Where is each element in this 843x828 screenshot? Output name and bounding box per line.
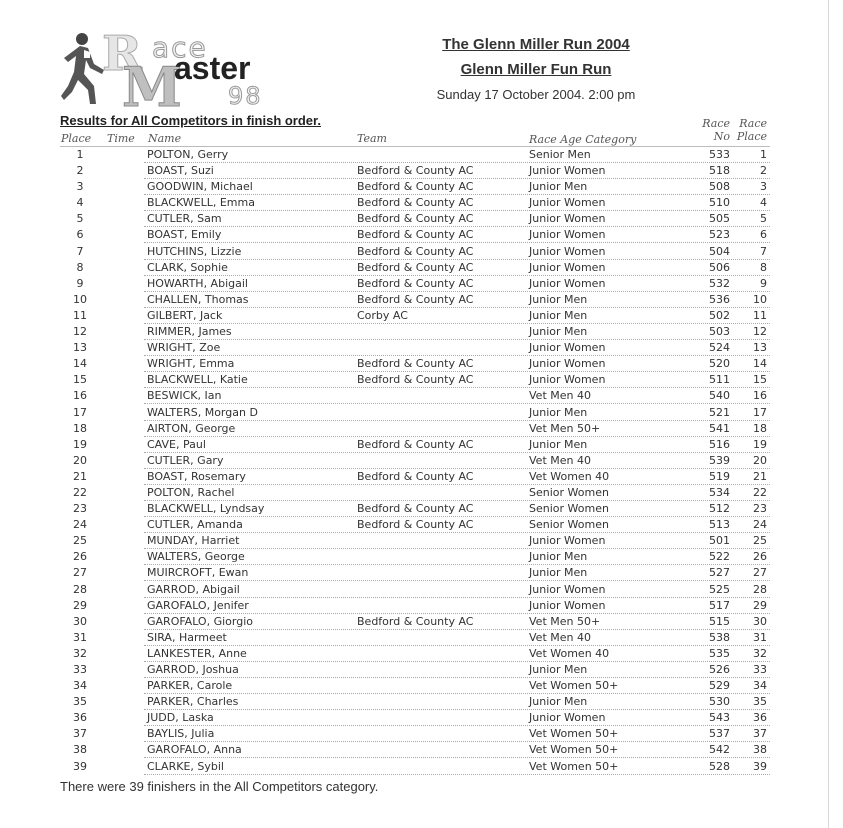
race-no-cell: 505 [709, 212, 730, 226]
race-no-cell: 518 [709, 164, 730, 178]
place-cell: 12 [73, 325, 87, 339]
category-cell: Senior Women [529, 502, 609, 516]
place-cell: 11 [73, 308, 87, 322]
race-no-cell: 517 [709, 598, 730, 612]
team-cell: Bedford & County AC [357, 292, 474, 306]
category-cell: Junior Women [529, 582, 606, 596]
name-cell: RIMMER, James [147, 325, 232, 339]
place-cell: 15 [73, 373, 87, 387]
category-cell: Senior Women [529, 518, 609, 532]
place-cell: 18 [73, 421, 87, 435]
team-cell: Bedford & County AC [357, 196, 474, 210]
place-cell: 20 [73, 453, 87, 467]
team-cell: Bedford & County AC [357, 614, 474, 628]
category-cell: Vet Women 50+ [529, 679, 619, 693]
race-place-cell: 24 [753, 518, 767, 532]
race-place-cell: 23 [753, 502, 767, 516]
category-cell: Vet Men 40 [529, 389, 591, 403]
name-cell: CHALLEN, Thomas [147, 292, 249, 306]
category-cell: Junior Men [529, 308, 588, 322]
race-place-cell: 2 [760, 164, 767, 178]
race-no-cell: 503 [709, 325, 730, 339]
race-place-cell: 4 [760, 196, 767, 210]
table-row [0, 742, 843, 758]
category-cell: Vet Men 40 [529, 630, 591, 644]
race-no-line2: No [713, 130, 730, 143]
table-row [0, 324, 843, 340]
table-row [0, 227, 843, 243]
place-cell: 31 [73, 630, 87, 644]
category-cell: Junior Women [529, 196, 606, 210]
column-header-race-no [690, 117, 730, 143]
table-row [0, 565, 843, 581]
logo-word-aster: aster [174, 50, 251, 86]
name-cell: GILBERT, Jack [147, 308, 223, 322]
column-header-name: Name [148, 132, 182, 145]
table-row [0, 517, 843, 533]
race-no-cell: 530 [709, 695, 730, 709]
category-cell: Junior Men [529, 663, 588, 676]
category-cell: Junior Women [529, 341, 606, 355]
place-cell: 39 [73, 759, 87, 773]
place-cell: 16 [73, 389, 87, 403]
race-no-cell: 506 [709, 260, 730, 274]
race-place-cell: 36 [753, 711, 767, 725]
race-place-cell: 14 [753, 357, 767, 371]
race-place-cell: 17 [753, 405, 767, 419]
name-cell: HOWARTH, Abigail [147, 276, 248, 290]
team-cell: Bedford & County AC [357, 437, 474, 451]
name-cell: BOAST, Rosemary [147, 469, 246, 483]
place-cell: 28 [73, 582, 87, 596]
results-table [0, 147, 843, 775]
name-cell: CLARKE, Sybil [147, 759, 224, 773]
race-place-cell: 1 [760, 148, 767, 161]
logo-word-ace: ace [152, 31, 208, 64]
name-cell: BLACKWELL, Katie [147, 373, 248, 387]
place-cell: 14 [73, 357, 87, 371]
table-row [0, 437, 843, 453]
race-no-cell: 515 [709, 614, 730, 628]
race-place-cell: 30 [753, 614, 767, 628]
place-cell: 5 [76, 212, 84, 226]
race-place-cell: 31 [753, 630, 767, 644]
team-cell: Bedford & County AC [357, 276, 474, 290]
race-no-line1: Race [702, 117, 730, 130]
race-place-line2: Place [736, 130, 767, 143]
name-cell: WRIGHT, Zoe [147, 341, 221, 355]
name-cell: CUTLER, Amanda [147, 518, 243, 532]
category-cell: Junior Women [529, 598, 606, 612]
race-place-cell: 18 [753, 421, 767, 435]
category-cell: Vet Women 40 [529, 469, 610, 483]
category-cell: Junior Women [529, 357, 606, 371]
place-cell: 27 [73, 566, 87, 580]
race-place-cell: 25 [753, 534, 767, 548]
table-row [0, 469, 843, 485]
race-no-cell: 519 [709, 469, 730, 483]
race-no-cell: 512 [709, 502, 730, 516]
race-place-cell: 29 [753, 598, 767, 612]
name-cell: WALTERS, Morgan D [147, 405, 258, 419]
team-cell: Bedford & County AC [357, 518, 474, 532]
place-cell: 3 [76, 180, 84, 194]
place-cell: 26 [73, 550, 87, 564]
name-cell: BOAST, Emily [147, 228, 222, 242]
race-place-cell: 5 [760, 212, 767, 226]
race-place-cell: 12 [753, 325, 767, 339]
name-cell: BAYLIS, Julia [147, 727, 215, 741]
race-place-cell: 35 [753, 695, 767, 709]
place-cell: 29 [73, 598, 87, 612]
table-row [0, 405, 843, 421]
race-no-cell: 502 [709, 308, 730, 322]
race-no-cell: 527 [709, 566, 730, 580]
place-cell: 7 [76, 244, 84, 258]
race-no-cell: 541 [709, 421, 730, 435]
category-cell: Vet Women 40 [529, 646, 610, 660]
race-place-cell: 37 [753, 727, 767, 741]
category-cell: Junior Women [529, 534, 606, 548]
race-no-cell: 508 [709, 180, 730, 194]
place-cell: 34 [73, 679, 87, 693]
place-cell: 4 [76, 196, 84, 210]
name-cell: LANKESTER, Anne [147, 646, 247, 660]
race-no-cell: 540 [709, 389, 730, 403]
team-cell: Bedford & County AC [357, 164, 474, 178]
place-cell: 35 [73, 695, 87, 709]
name-cell: BOAST, Suzi [147, 164, 214, 178]
race-place-cell: 10 [753, 292, 767, 306]
race-no-cell: 539 [709, 453, 730, 467]
team-cell: Bedford & County AC [357, 180, 474, 194]
race-place-cell: 19 [753, 437, 767, 451]
table-row [0, 678, 843, 694]
table-row [0, 726, 843, 742]
table-row [0, 211, 843, 227]
name-cell: BLACKWELL, Lyndsay [147, 502, 265, 516]
category-cell: Junior Men [529, 437, 588, 451]
race-place-cell: 34 [753, 679, 767, 693]
race-no-cell: 532 [709, 276, 730, 290]
table-row [0, 372, 843, 388]
name-cell: BLACKWELL, Emma [147, 196, 255, 210]
name-cell: MUNDAY, Harriet [147, 534, 240, 548]
race-no-cell: 534 [709, 485, 730, 499]
category-cell: Junior Men [529, 292, 588, 306]
table-row [0, 694, 843, 710]
table-row [0, 292, 843, 308]
table-row [0, 421, 843, 437]
race-place-cell: 7 [760, 244, 767, 258]
category-cell: Junior Men [529, 695, 588, 709]
category-cell: Junior Women [529, 276, 606, 290]
event-datetime: Sunday 17 October 2004. 2:00 pm [436, 87, 636, 102]
finishers-summary: There were 39 finishers in the All Competitors category. [60, 779, 379, 794]
category-cell: Vet Women 50+ [529, 759, 619, 773]
place-cell: 13 [73, 341, 87, 355]
results-heading: Results for All Competitors in finish order. [60, 113, 321, 128]
event-title: The Glenn Miller Run 2004 [442, 36, 630, 53]
race-no-cell: 543 [709, 711, 730, 725]
logo-letter-r: R [102, 26, 142, 82]
name-cell: CUTLER, Gary [147, 453, 224, 467]
race-no-cell: 538 [709, 630, 730, 644]
team-cell: Bedford & County AC [357, 228, 474, 242]
race-no-cell: 535 [709, 646, 730, 660]
place-cell: 2 [76, 164, 84, 178]
name-cell: POLTON, Gerry [147, 148, 229, 161]
name-cell: WRIGHT, Emma [147, 357, 235, 371]
table-row [0, 163, 843, 179]
table-row [0, 598, 843, 614]
table-row [0, 356, 843, 372]
place-cell: 32 [73, 646, 87, 660]
race-no-cell: 520 [709, 357, 730, 371]
place-cell: 9 [76, 276, 84, 290]
place-cell: 23 [73, 502, 87, 516]
category-cell: Junior Women [529, 711, 606, 725]
race-no-cell: 533 [709, 148, 730, 161]
place-cell: 21 [73, 469, 87, 483]
race-no-cell: 501 [709, 534, 730, 548]
team-cell: Bedford & County AC [357, 502, 474, 516]
race-place-cell: 21 [753, 469, 767, 483]
table-row [0, 533, 843, 549]
race-place-cell: 9 [760, 276, 767, 290]
category-cell: Junior Women [529, 228, 606, 242]
race-no-cell: 504 [709, 244, 730, 258]
name-cell: CUTLER, Sam [147, 212, 222, 226]
column-header-category: Race Age Category [529, 133, 637, 146]
race-no-cell: 510 [709, 196, 730, 210]
race-place-cell: 6 [760, 228, 767, 242]
race-no-cell: 526 [709, 663, 730, 676]
table-row [0, 195, 843, 211]
name-cell: GARROD, Abigail [147, 582, 240, 596]
category-cell: Junior Women [529, 244, 606, 258]
team-cell: Bedford & County AC [357, 244, 474, 258]
place-cell: 1 [76, 148, 84, 161]
category-cell: Vet Men 50+ [529, 614, 601, 628]
place-cell: 36 [73, 711, 87, 725]
name-cell: WALTERS, George [147, 550, 245, 564]
table-row [0, 179, 843, 195]
category-cell: Junior Women [529, 212, 606, 226]
place-cell: 22 [73, 485, 87, 499]
race-place-cell: 39 [753, 759, 767, 773]
team-cell: Bedford & County AC [357, 469, 474, 483]
place-cell: 10 [73, 292, 87, 306]
race-place-cell: 26 [753, 550, 767, 564]
category-cell: Vet Women 50+ [529, 743, 619, 757]
race-place-cell: 33 [753, 663, 767, 676]
race-no-cell: 522 [709, 550, 730, 564]
table-row [0, 147, 843, 163]
name-cell: CLARK, Sophie [147, 260, 228, 274]
team-cell: Bedford & County AC [357, 260, 474, 274]
race-place-cell: 8 [760, 260, 767, 274]
column-header-time: Time [107, 132, 135, 145]
category-cell: Vet Men 40 [529, 453, 591, 467]
race-place-cell: 27 [753, 566, 767, 580]
team-cell: Corby AC [357, 308, 408, 322]
race-no-cell: 521 [709, 405, 730, 419]
table-row [0, 340, 843, 356]
race-no-cell: 516 [709, 437, 730, 451]
table-row [0, 710, 843, 726]
race-place-cell: 22 [753, 485, 767, 499]
table-row [0, 388, 843, 404]
place-cell: 17 [73, 405, 87, 419]
name-cell: SIRA, Harmeet [147, 630, 227, 644]
table-row [0, 646, 843, 662]
table-row [0, 582, 843, 598]
logo-letter-m: M [122, 55, 182, 119]
category-cell: Vet Women 50+ [529, 727, 619, 741]
logo-number: 98 [228, 82, 263, 110]
race-place-line1: Race [739, 117, 767, 130]
race-place-cell: 32 [753, 646, 767, 660]
team-cell: Bedford & County AC [357, 212, 474, 226]
table-row [0, 614, 843, 630]
race-place-cell: 15 [753, 373, 767, 387]
place-cell: 33 [73, 663, 87, 676]
table-row [0, 759, 843, 775]
category-cell: Junior Women [529, 164, 606, 178]
category-cell: Junior Men [529, 180, 588, 194]
name-cell: GAROFALO, Jenifer [147, 598, 249, 612]
race-place-cell: 13 [753, 341, 767, 355]
place-cell: 6 [76, 228, 84, 242]
name-cell: AIRTON, George [147, 421, 236, 435]
name-cell: MUIRCROFT, Ewan [147, 566, 249, 580]
category-cell: Vet Men 50+ [529, 421, 601, 435]
race-no-cell: 511 [709, 373, 730, 387]
race-master-logo [60, 26, 295, 119]
category-cell: Senior Women [529, 485, 609, 499]
place-cell: 37 [73, 727, 87, 741]
table-row [0, 453, 843, 469]
race-no-cell: 524 [709, 341, 730, 355]
table-row [0, 260, 843, 276]
race-place-cell: 11 [753, 308, 767, 322]
name-cell: GARROD, Joshua [147, 663, 239, 676]
column-header-place: Place [61, 132, 92, 145]
table-row [0, 485, 843, 501]
place-cell: 25 [73, 534, 87, 548]
category-cell: Junior Men [529, 405, 588, 419]
place-cell: 24 [73, 518, 87, 532]
race-place-cell: 28 [753, 582, 767, 596]
name-cell: GOODWIN, Michael [147, 180, 253, 194]
table-row [0, 308, 843, 324]
row-rule [144, 774, 770, 775]
name-cell: PARKER, Carole [147, 679, 233, 693]
category-cell: Junior Men [529, 550, 588, 564]
category-cell: Junior Women [529, 260, 606, 274]
race-place-cell: 38 [753, 743, 767, 757]
table-row [0, 630, 843, 646]
race-subtitle: Glenn Miller Fun Run [460, 61, 612, 78]
race-no-cell: 525 [709, 582, 730, 596]
place-cell: 38 [73, 743, 87, 757]
table-row [0, 244, 843, 260]
column-header-race-place [735, 117, 767, 143]
table-row [0, 276, 843, 292]
place-cell: 30 [73, 614, 87, 628]
name-cell: CAVE, Paul [147, 437, 206, 451]
team-cell: Bedford & County AC [357, 373, 474, 387]
name-cell: BESWICK, Ian [147, 389, 222, 403]
name-cell: POLTON, Rachel [147, 485, 235, 499]
race-no-cell: 542 [709, 743, 730, 757]
table-row [0, 662, 843, 678]
name-cell: JUDD, Laska [147, 711, 214, 725]
name-cell: HUTCHINS, Lizzie [147, 244, 242, 258]
name-cell: GAROFALO, Giorgio [147, 614, 253, 628]
category-cell: Junior Men [529, 566, 588, 580]
race-no-cell: 536 [709, 292, 730, 306]
name-cell: GAROFALO, Anna [147, 743, 242, 757]
race-place-cell: 16 [753, 389, 767, 403]
place-cell: 19 [73, 437, 87, 451]
category-cell: Junior Men [529, 325, 588, 339]
race-no-cell: 513 [709, 518, 730, 532]
category-cell: Junior Women [529, 373, 606, 387]
table-row [0, 549, 843, 565]
team-cell: Bedford & County AC [357, 357, 474, 371]
race-no-cell: 529 [709, 679, 730, 693]
name-cell: PARKER, Charles [147, 695, 239, 709]
column-header-team: Team [357, 132, 387, 145]
race-no-cell: 523 [709, 228, 730, 242]
race-no-cell: 528 [709, 759, 730, 773]
race-no-cell: 537 [709, 727, 730, 741]
race-place-cell: 20 [753, 453, 767, 467]
race-place-cell: 3 [760, 180, 767, 194]
table-row [0, 501, 843, 517]
place-cell: 8 [76, 260, 84, 274]
category-cell: Senior Men [529, 148, 591, 161]
